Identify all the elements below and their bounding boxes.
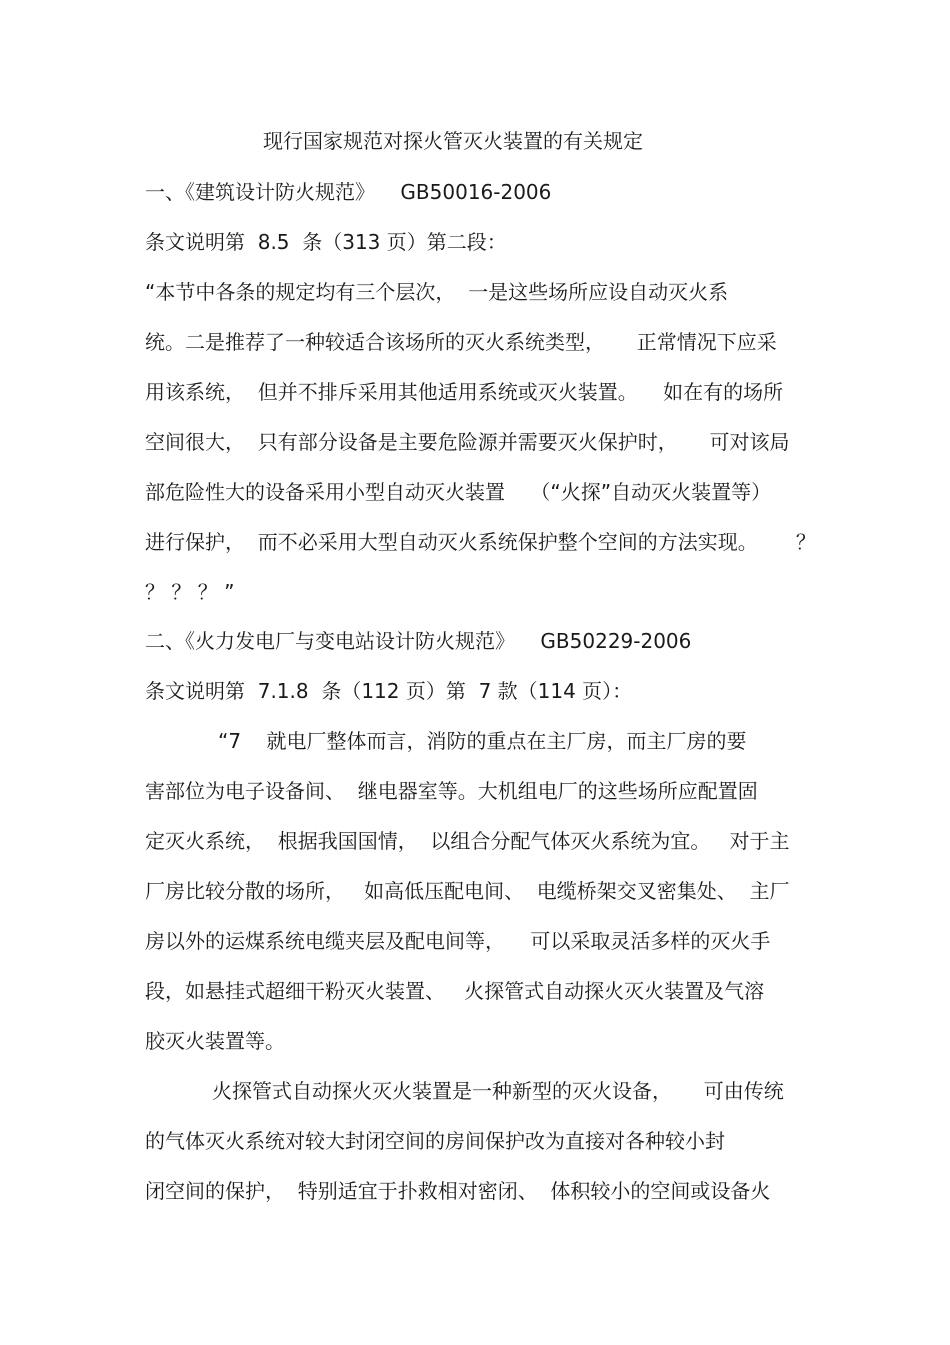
section2-heading: 二、《火力发电厂与变电站设计防火规范》 GB50229-2006 [145,629,692,653]
section1-line: 空间很大， 只有部分设备是主要危险源并需要灭火保护时， 可对该局 [145,430,790,454]
section2-paragraph2-line: 火探管式自动探火灭火装置是一种新型的灭火设备， 可由传统 [212,1079,784,1103]
section2-line: 房以外的运煤系统电缆夹层及配电间等， 可以采取灵活多样的灭火手 [145,929,771,953]
section1-subheading: 条文说明第 8.5 条（313 页）第二段： [145,230,507,254]
section2-line: 胶灭火装置等。 [145,1029,285,1053]
section1-line: 用该系统， 但并不排斥采用其他适用系统或灭火装置。 如在有的场所 [145,380,784,404]
section1-line: ？ ？ ？ ” [145,580,235,604]
section2-line: 厂房比较分散的场所， 如高低压配电间、 电缆桥架交叉密集处、 主厂 [145,879,790,903]
document-title: 现行国家规范对探火管灭火装置的有关规定 [263,129,643,153]
section2-subheading: 条文说明第 7.1.8 条（112 页）第 7 款（114 页）： [145,679,633,703]
section1-heading: 一、《建筑设计防火规范》 GB50016-2006 [145,180,552,204]
section2-line: 定灭火系统， 根据我国国情， 以组合分配气体灭火系统为宜。 对于主 [145,829,790,853]
section2-paragraph2-line: 的气体灭火系统对较大封闭空间的房间保护改为直接对各种较小封 [145,1129,725,1153]
section1-line: “本节中各条的规定均有三个层次， 一是这些场所应设自动灭火系 [145,280,729,304]
section1-line: 进行保护， 而不必采用大型自动灭火系统保护整个空间的方法实现。 ？ [145,530,816,554]
section1-line: 部危险性大的设备采用小型自动灭火装置 （“火探”自动灭火装置等） [145,480,772,504]
section2-line: 段，如悬挂式超细干粉灭火装置、 火探管式自动探火灭火装置及气溶 [145,979,765,1003]
section2-line: 害部位为电子设备间、 继电器室等。大机组电厂的这些场所应配置固 [145,779,758,803]
section1-line: 统。二是推荐了一种较适合该场所的灭火系统类型， 正常情况下应采 [145,330,777,354]
section2-line: “7 就电厂整体而言，消防的重点在主厂房，而主厂房的要 [218,729,747,753]
section2-paragraph2-line: 闭空间的保护， 特别适宜于扑救相对密闭、 体积较小的空间或设备火 [145,1179,771,1203]
